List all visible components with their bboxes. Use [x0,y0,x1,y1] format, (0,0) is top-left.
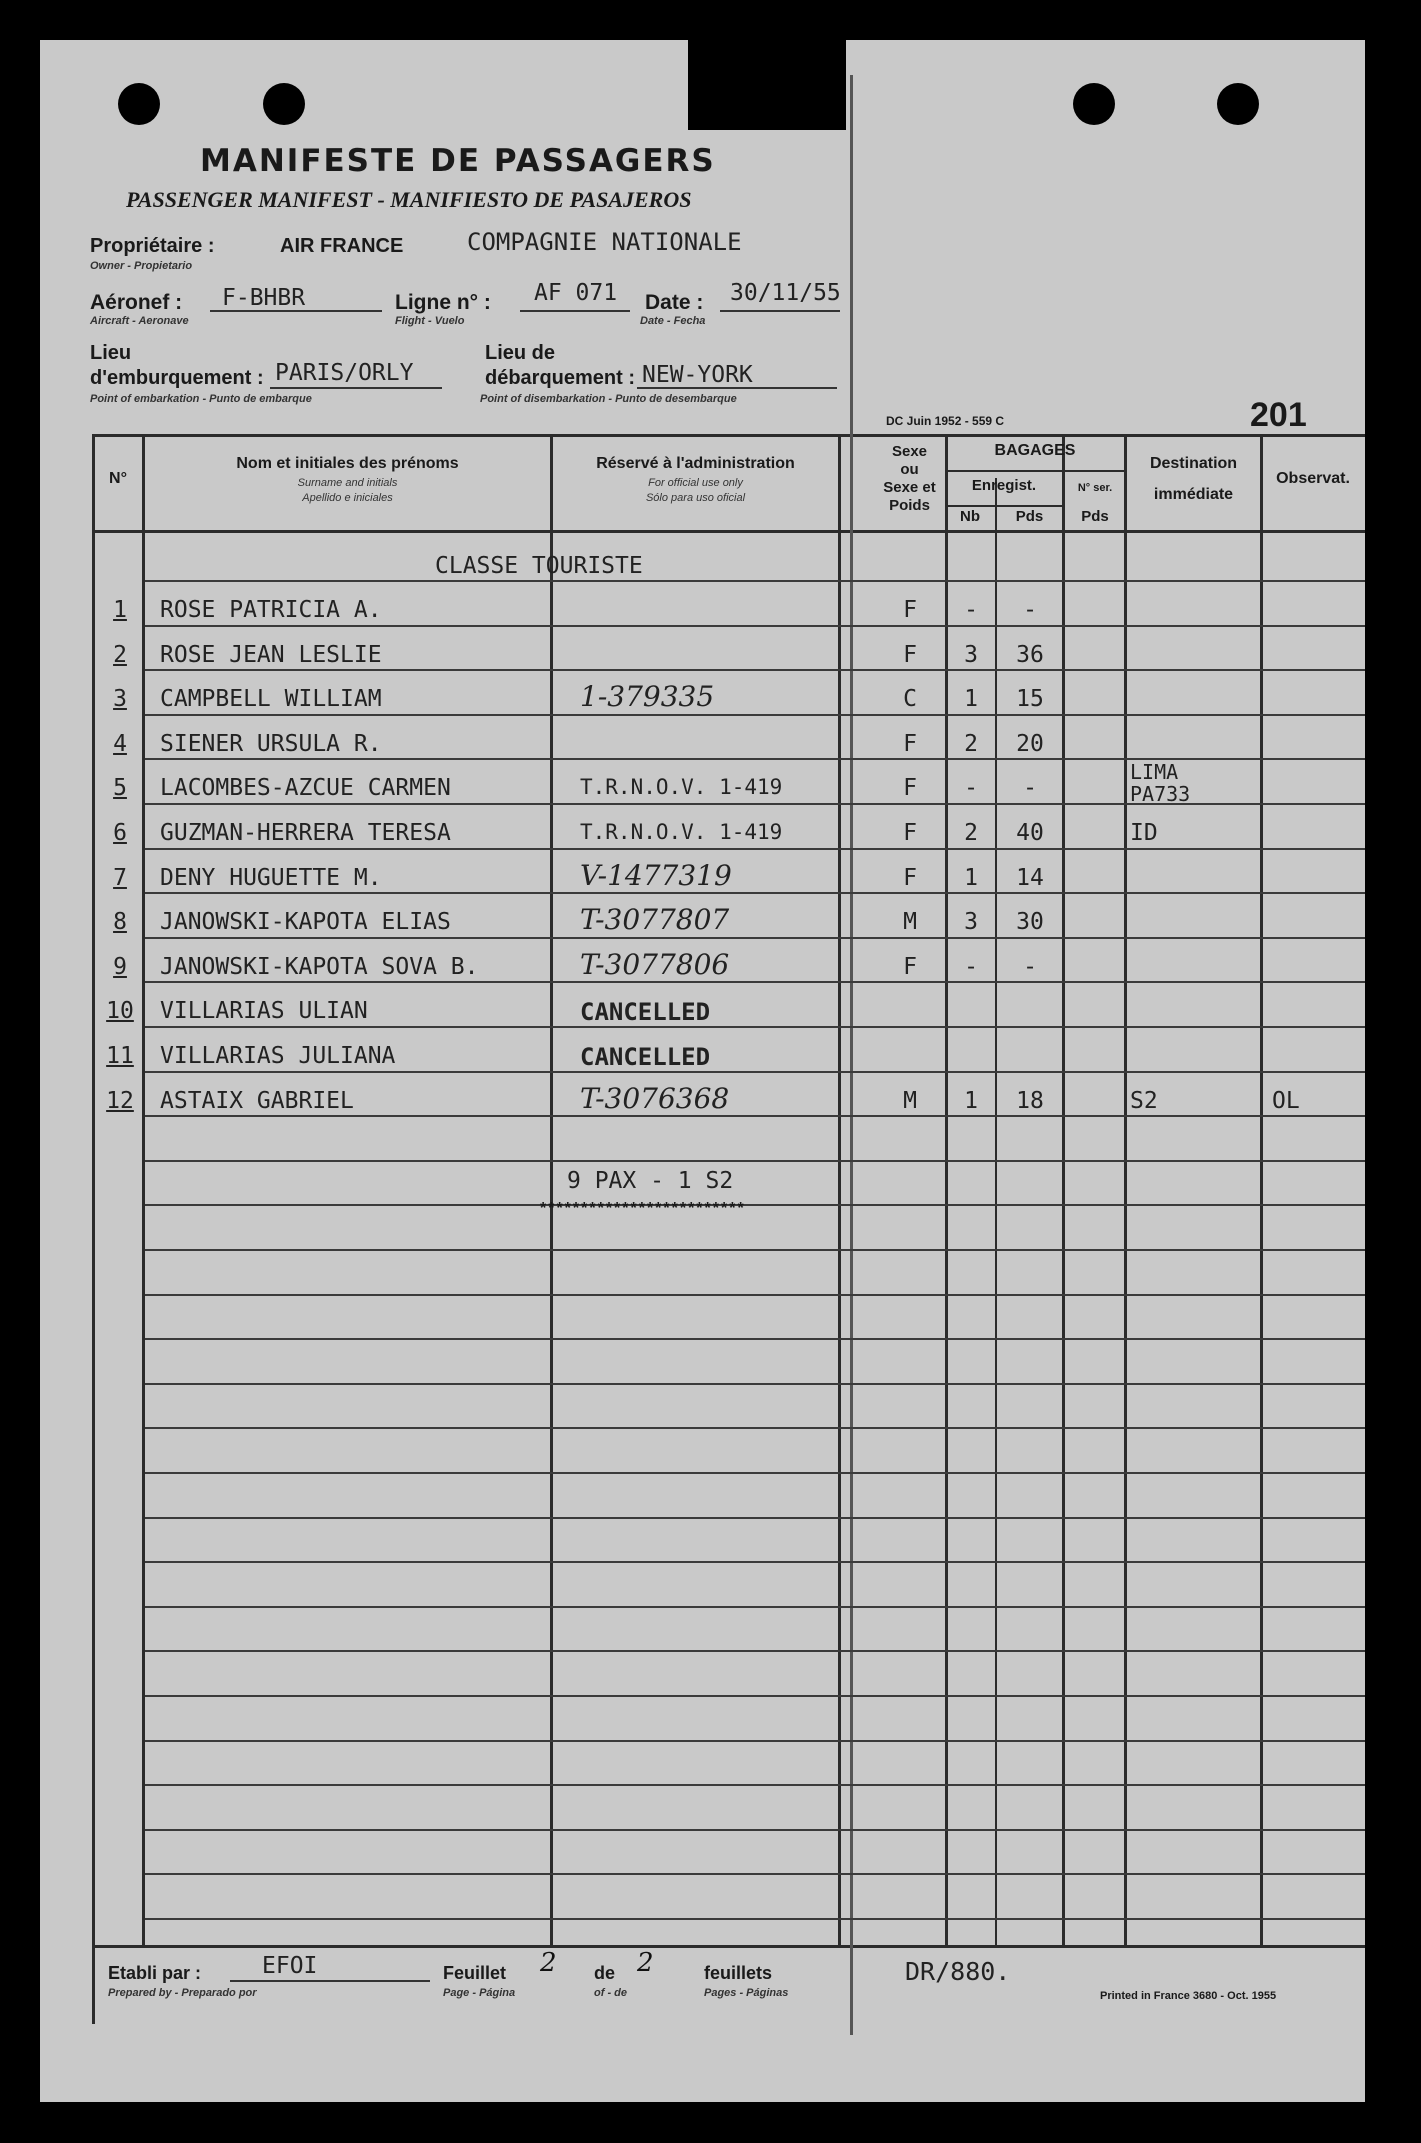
col-header-admin-sub2: Sólo para uso oficial [645,492,746,504]
row-rule [145,848,1365,850]
of-small: of - de [594,1987,627,1999]
row-rule [145,669,1365,671]
row-rule [145,1383,1365,1385]
flight-small: Flight - Vuelo [395,315,465,327]
form-code: DC Juin 1952 - 559 C [886,414,1005,428]
row-number: 4 [113,731,127,757]
row-rule [145,1606,1365,1608]
col-header-admin: Réservé à l'administration [596,455,795,472]
baggage-count: 3 [964,909,978,935]
baggage-weight: - [1023,775,1037,801]
baggage-count: - [964,775,978,801]
passenger-sex: F [903,820,917,846]
col-border-nb [995,478,997,1946]
col-border-left [92,434,95,2024]
embark-label-2: d'emburquement : [90,367,264,389]
passenger-name: ASTAIX GABRIEL [160,1088,354,1114]
row-rule [145,1472,1365,1474]
pages-label: feuillets [704,1963,773,1983]
col-header-nb: Nb [960,508,980,525]
disembark-label-2: débarquement : [485,367,636,389]
col-header-ser-2: Pds [1081,508,1109,525]
row-rule [145,1026,1365,1028]
row-rule [145,1204,1365,1206]
row-rule [145,1517,1365,1519]
admin-note: T.R.N.O.V. 1-419 [580,820,783,844]
manifest-subtitle: PASSENGER MANIFEST - MANIFIESTO DE PASAJEROS [126,187,692,212]
class-label: CLASSE TOURISTE [435,553,643,579]
row-number: 3 [113,686,127,712]
col-border-no [142,434,145,1946]
admin-note: 1-379335 [580,680,715,713]
row-rule [145,1249,1365,1251]
row-rule [145,625,1365,627]
row-rule [145,758,1365,760]
embark-small: Point of embarkation - Punto de embarque [90,393,312,405]
passenger-sex: F [903,642,917,668]
col-border-name [550,434,553,1946]
aircraft-value: F-BHBR [222,285,306,311]
of-label: de [594,1963,616,1983]
baggage-count: 1 [964,686,978,712]
col-header-enreg: Enregist. [971,477,1037,494]
summary-stars: ************************* [540,1200,746,1217]
baggage-count: - [964,597,978,623]
row-rule [145,1829,1365,1831]
passenger-name: GUZMAN-HERRERA TERESA [160,820,451,846]
row-rule [145,714,1365,716]
col-header-no: N° [109,470,127,487]
baggage-weight: 15 [1016,686,1044,712]
observation: OL [1272,1088,1300,1114]
admin-note: T-3076368 [580,1082,730,1115]
table-top-border [92,434,1365,437]
flight-value: AF 071 [534,280,618,306]
row-number: 2 [113,642,127,668]
row-number: 10 [106,998,134,1024]
baggage-weight: 18 [1016,1088,1044,1114]
punch-hole [118,83,160,125]
admin-note: CANCELLED [580,1043,711,1071]
row-rule [145,1561,1365,1563]
passenger-sex: M [903,1088,917,1114]
passenger-name: ROSE PATRICIA A. [160,597,382,623]
baggage-count: 2 [964,731,978,757]
col-header-ser-1: N° ser. [1077,482,1113,494]
col-header-sex-1: Sexe [891,443,928,460]
bagages-subheader-line [945,470,1125,472]
row-rule [145,1695,1365,1697]
col-header-dest-2: immédiate [1153,486,1234,503]
disembark-label-1: Lieu de [485,342,556,364]
row-rule [145,1160,1365,1162]
col-header-sex-4: Poids [889,497,930,514]
row-rule [145,1294,1365,1296]
prepared-underline [230,1980,430,1982]
aircraft-small: Aircraft - Aeronave [90,315,189,327]
page-label: Feuillet [443,1963,507,1983]
admin-note: T.R.N.O.V. 1-419 [580,775,783,799]
baggage-weight: - [1023,954,1037,980]
row-number: 9 [113,954,127,980]
punch-hole [1217,83,1259,125]
col-header-name-sub1: Surname and initials [297,477,398,489]
col-border-pds [1062,434,1065,1946]
row-number: 6 [113,820,127,846]
passenger-sex: F [903,775,917,801]
destination: ID [1130,820,1158,846]
baggage-count: 1 [964,1088,978,1114]
page-value: 2 [540,1948,557,1978]
row-rule [145,1071,1365,1073]
row-rule [145,1873,1365,1875]
destination: S2 [1130,1088,1158,1114]
reference-number: DR/880. [905,1957,1011,1986]
passenger-sex: F [903,954,917,980]
embark-underline [270,387,442,389]
row-number: 7 [113,865,127,891]
passenger-sex: M [903,909,917,935]
baggage-weight: 20 [1016,731,1044,757]
col-header-sex-3: Sexe et [883,479,936,496]
row-rule [145,981,1365,983]
date-underline [720,310,840,312]
passenger-sex: F [903,865,917,891]
enreg-subheader-line [945,505,1063,507]
col-header-pds: Pds [1015,508,1044,525]
row-rule [145,1338,1365,1340]
punch-hole [263,83,305,125]
page-number: 201 [1250,396,1307,434]
destination: LIMA PA733 [1130,760,1191,806]
row-number: 11 [106,1043,134,1069]
col-header-bagages: BAGAGES [994,442,1076,459]
passenger-name: VILLARIAS JULIANA [160,1043,396,1069]
admin-note: CANCELLED [580,998,711,1026]
passenger-name: SIENER URSULA R. [160,731,382,757]
passenger-name: ROSE JEAN LESLIE [160,642,382,668]
col-border-ser [1124,434,1127,1946]
row-rule [145,1740,1365,1742]
prepared-label: Etabli par : [108,1963,202,1983]
col-header-sex-2: ou [900,461,919,478]
pages-small: Pages - Páginas [704,1987,789,1999]
embark-label-1: Lieu [90,342,132,364]
table-bottom-border [92,1945,1365,1948]
col-header-admin-sub1: For official use only [648,477,743,489]
of-value: 2 [637,1948,654,1978]
date-small: Date - Fecha [640,315,706,327]
row-number: 8 [113,909,127,935]
col-header-observ: Observat. [1276,470,1350,487]
col-header-dest-1: Destination [1149,455,1238,472]
col-border-sex [945,434,948,1946]
baggage-weight: 40 [1016,820,1044,846]
row-number: 12 [106,1088,134,1114]
row-rule [145,1115,1365,1117]
passenger-name: CAMPBELL WILLIAM [160,686,382,712]
disembark-value: NEW-YORK [642,362,753,388]
admin-note: V-1477319 [580,859,732,892]
admin-note: T-3077807 [580,903,730,936]
aircraft-underline [210,310,382,312]
baggage-count: 3 [964,642,978,668]
row-rule [145,937,1365,939]
passenger-name: LACOMBES-AZCUE CARMEN [160,775,451,801]
disembark-small: Point of disembarkation - Punto de desembarque [480,393,737,405]
page-small: Page - Página [443,1987,516,1999]
col-header-name: Nom et initiales des prénoms [236,455,459,472]
date-label: Date : [645,291,704,314]
baggage-count: 1 [964,865,978,891]
passenger-sex: C [903,686,917,712]
owner-printed: AIR FRANCE [280,235,404,257]
date-value: 30/11/55 [730,280,841,306]
col-header-name-sub2: Apellido e iniciales [302,492,393,504]
baggage-weight: - [1023,597,1037,623]
passenger-name: JANOWSKI-KAPOTA SOVA B. [160,954,479,980]
baggage-count: 2 [964,820,978,846]
prepared-value: EFOI [262,1953,318,1979]
col-border-admin [838,434,841,1946]
baggage-weight: 30 [1016,909,1044,935]
disembark-underline [637,387,837,389]
passenger-sex: F [903,731,917,757]
header-bottom-border [92,530,1365,533]
aircraft-label: Aéronef : [90,291,183,314]
embark-value: PARIS/ORLY [275,360,414,386]
summary-count: 9 PAX - 1 S2 [567,1168,734,1194]
flight-underline [520,310,630,312]
passenger-name: VILLARIAS ULIAN [160,998,368,1024]
passenger-name: DENY HUGUETTE M. [160,865,382,891]
row-rule [145,580,1365,582]
binder-tab [688,40,846,130]
passenger-sex: F [903,597,917,623]
baggage-weight: 36 [1016,642,1044,668]
owner-label: Propriétaire : [90,235,215,257]
owner-small: Owner - Propietario [90,260,193,272]
col-border-dest [1260,434,1263,1946]
owner-typed: COMPAGNIE NATIONALE [467,228,742,256]
manifest-title: MANIFESTE DE PASSAGERS [200,143,716,179]
punch-hole [1073,83,1115,125]
passenger-name: JANOWSKI-KAPOTA ELIAS [160,909,451,935]
prepared-small: Prepared by - Preparado por [108,1987,257,1999]
admin-note: T-3077806 [580,948,730,981]
row-number: 1 [113,597,127,623]
baggage-count: - [964,954,978,980]
row-rule [145,1650,1365,1652]
row-rule [145,892,1365,894]
baggage-weight: 14 [1016,865,1044,891]
row-rule [145,1784,1365,1786]
row-number: 5 [113,775,127,801]
flight-label: Ligne n° : [395,291,491,314]
row-rule [145,1427,1365,1429]
printed-note: Printed in France 3680 - Oct. 1955 [1100,1990,1277,2002]
row-rule [145,1918,1365,1920]
